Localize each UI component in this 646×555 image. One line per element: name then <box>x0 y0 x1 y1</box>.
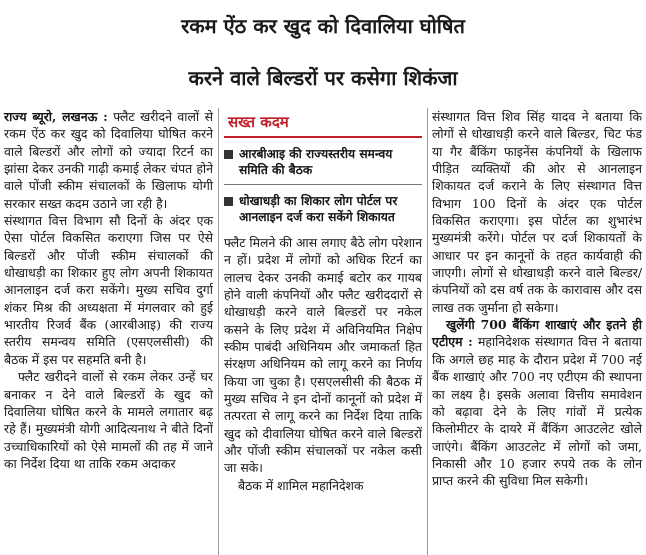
bullet-square-icon <box>224 150 233 159</box>
paragraph <box>4 108 213 212</box>
column-divider <box>218 108 219 555</box>
highlight-item <box>224 185 422 231</box>
paragraph: फ्लैट खरीदने वालों से रकम लेकर उन्हें घर बनाकर न देने वाले बिल्डरों के खुद को दिवालिया घोषित करने के मामले लगातार बढ़ रहे हैं। मुख्यमंत्री योगी आदित्यनाथ ने बीते दिनों उच्चाधिकारियों को ऐसे मामलों की तह में जाने का निर्देश दिया था ताकि रकम अदाकर <box>4 369 213 471</box>
subheading: खुलेंगी 700 बैंकिंग शाखाएं और इतने ही एटीएम : <box>432 317 642 350</box>
column-divider <box>427 108 428 555</box>
highlight-text: धोखाधड़ी का शिकार लोग पोर्टल पर आनलाइन दर्ज करा सकेंगे शिकायत <box>239 194 398 224</box>
paragraph: फ्लैट मिलने की आस लगाए बैठे लोग परेशान न हों। प्रदेश में लोगों को अधिक रिटर्न का लालच देकर उनकी कमाई बटोर कर गायब होने वाली कंपनियों और फ्लैट खरीददारों से धोखाधड़ी करने वाले बिल्डरों पर नकेल कसने के लिए प्रदेश में अविनियमित निक्षेप स्कीम पाबंदी अधिनियम और जमाकर्ता हित संरक्षण अधिनियम को लागू करने का निर्णय किया जा चुका है। एसएलसीसी की बैठक में मुख्य सचिव ने इन दोनों कानूनों को प्रदेश में तत्परता से लागू करने का निर्देश दिया ताकि खुद को दीवालिया घोषित करने वाले बिल्डरों और पोंजी स्कीम संचालकों पर नकेल कसी जा सके। <box>224 235 422 476</box>
highlights-box <box>224 108 422 228</box>
article-column-2 <box>224 234 422 494</box>
bullet-square-icon <box>224 197 233 206</box>
paragraph: बैठक में शामिल महानिदेशक <box>238 477 364 493</box>
headline-line-2: करने वाले बिल्डरों पर कसेगा शिकंजा <box>188 66 458 90</box>
highlight-text: आरबीआइ की राज्यस्तरीय समन्वय समिति की बैठक <box>239 147 393 177</box>
article-column-3 <box>432 108 642 490</box>
article-column-1 <box>4 108 213 472</box>
highlights-tag: सख्त कदम <box>224 108 422 138</box>
highlight-item <box>224 138 422 185</box>
paragraph: संस्थागत वित्त शिव सिंह यादव ने बताया कि लोगों से धोखाधड़ी करने वाले बिल्डर, चिट फंड या गैर बैंकिंग फाइनेंस कंपनियों के खिलाफ पीड़ित व्यक्तियों की ओर से आनलाइन शिकायत दर्ज कराने के लिए संस्थागत वित्त विभाग 100 दिनों के अंदर एक पोर्टल विकसित कराएगा। इस पोर्टल का शुभारंभ मुख्यमंत्री करेंगे। पोर्टल पर दर्ज शिकायतों के आधार पर इन कानूनों के तहत कार्यवाही की जाएगी। लोगों से धोखाधड़ी करने वाले बिल्डर/कंपनियों को दस वर्ष तक के कारावास और दस लाख तक जुर्माना हो सकेगा। <box>432 109 642 315</box>
paragraph-text: महानिदेशक संस्थागत वित्त ने बताया कि अगले छह माह के दौरान प्रदेश में 700 नई बैंक शाखाएं और 700 नए एटीएम की स्थापना का लक्ष्य है। इसके अलावा वित्तीय समावेशन को बढ़ावा देने के लिए गांवों में प्रत्येक किलोमीटर के दायरे में बैंकिंग आउटलेट खोले जाएंगे। बैंकिंग आउटलेट में लोगों को जमा, निकासी और 10 हजार रुपये तक के लोन प्राप्त करने की सुविधा मिल सकेगी। <box>432 334 642 489</box>
paragraph: संस्थागत वित्त विभाग सौ दिनों के अंदर एक ऐसा पोर्टल विकसित कराएगा जिस पर ऐसे बिल्डरों और पोंजी स्कीम संचालकों की धोखाधड़ी का शिकार हुए लोग अपनी शिकायत आनलाइन दर्ज करा सकेंगे। मुख्य सचिव दुर्गा शंकर मिश्र की अध्यक्षता में मंगलवार को हुई भारतीय रिजर्व बैंक (आरबीआइ) की राज्य स्तरीय समन्वय समिति (एसएलसीसी) की बैठक में इस पर सहमति बनी है। <box>4 213 213 367</box>
headline-line-1: रकम ऐंठ कर खुद को दिवालिया घोषित <box>181 14 465 38</box>
paragraph <box>432 316 642 489</box>
dateline: राज्य ब्यूरो, लखनऊ : <box>4 109 108 124</box>
paragraph-text: फ्लैट खरीदने वालों से रकम ऐंठ कर खुद को दिवालिया घोषित करने वाले बिल्डरों और लोगों को ज्यादा रिटर्न का झांसा देकर उनकी गाढ़ी कमाई लेकर चंपत होने वाले पोंजी स्कीम संचालकों के खिलाफ योगी सरकार सख्त कदम उठाने जा रही है। <box>4 109 213 211</box>
